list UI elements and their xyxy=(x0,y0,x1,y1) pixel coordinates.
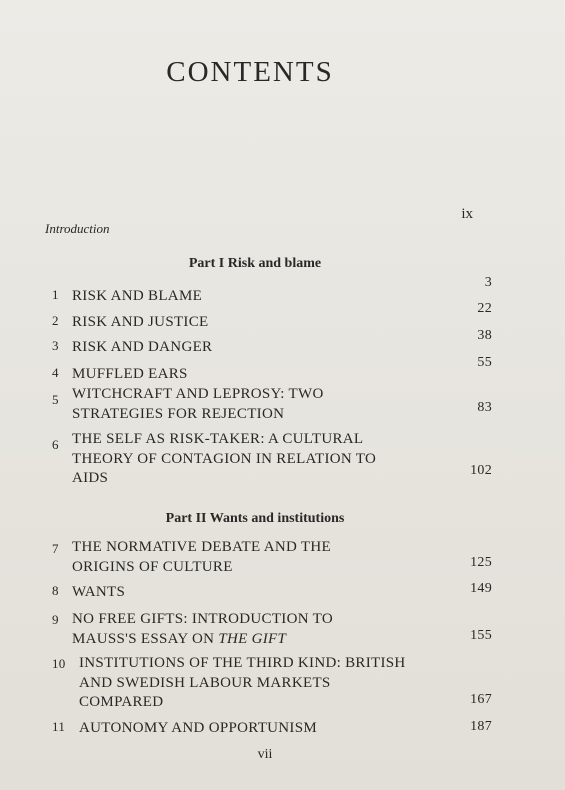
chapter-number: 8 xyxy=(52,583,59,598)
chapter-page: 155 xyxy=(470,628,492,643)
chapter-title: RISK AND DANGER xyxy=(72,339,213,355)
chapter-title: INSTITUTIONS OF THE THIRD KIND: BRITISH AND SWEDISH LABOUR MARKETS COMPARED xyxy=(79,655,406,710)
toc-entry-9 xyxy=(52,610,492,647)
chapter-number: 11 xyxy=(52,719,66,734)
chapter-page: 125 xyxy=(470,555,492,570)
chapter-page: 83 xyxy=(477,400,492,415)
part-heading-2: Part II Wants and institutions xyxy=(165,511,345,526)
chapter-title: WANTS xyxy=(72,584,126,600)
chapter-number: 10 xyxy=(52,656,66,671)
chapter-page: 38 xyxy=(477,328,492,343)
toc-entry-1 xyxy=(52,275,492,304)
chapter-title: AUTONOMY AND OPPORTUNISM xyxy=(79,720,317,736)
intro-page-number: ix xyxy=(461,206,473,222)
italic-book-title: THE GIFT xyxy=(218,630,287,647)
chapter-number: 5 xyxy=(52,392,59,407)
chapter-title: THE NORMATIVE DEBATE AND THE ORIGINS OF CULTURE xyxy=(72,539,331,575)
page-title: CONTENTS xyxy=(166,56,334,88)
chapter-page: 55 xyxy=(477,355,492,370)
chapter-title: RISK AND BLAME xyxy=(72,288,203,304)
chapter-title: WITCHCRAFT AND LEPROSY: TWO STRATEGIES FOR REJECTION xyxy=(72,386,324,422)
chapter-number: 9 xyxy=(52,612,59,627)
chapter-number: 4 xyxy=(52,365,59,380)
chapter-number: 6 xyxy=(52,437,59,452)
chapter-title: MUFFLED EARS xyxy=(72,366,188,382)
chapter-number: 2 xyxy=(52,313,59,328)
chapter-title: THE SELF AS RISK-TAKER: A CULTURAL THEORY OF CONTAGION IN RELATION TO AIDS xyxy=(72,431,377,486)
toc-entry-8 xyxy=(52,583,492,600)
chapter-page: 3 xyxy=(484,275,492,290)
toc-entry-7 xyxy=(52,538,492,575)
chapter-number: 1 xyxy=(52,287,59,302)
chapter-page: 149 xyxy=(470,581,492,596)
page-number-footer: vii xyxy=(257,747,273,762)
toc-entry-3 xyxy=(52,328,492,355)
part-heading-1: Part I Risk and blame xyxy=(188,256,322,271)
toc-entry-10 xyxy=(52,654,492,710)
toc-entry-4 xyxy=(52,355,492,382)
chapter-page: 22 xyxy=(477,301,492,316)
chapter-title: NO FREE GIFTS: INTRODUCTION TO MAUSS'S ESSAY ON THE GIFT xyxy=(72,611,333,647)
chapter-page: 167 xyxy=(470,692,492,707)
intro-label: Introduction xyxy=(45,221,110,236)
chapter-page: 187 xyxy=(470,719,492,734)
toc-entry-6 xyxy=(52,430,492,486)
bleed-through-text xyxy=(335,0,565,200)
chapter-number: 7 xyxy=(52,541,59,556)
chapter-number: 3 xyxy=(52,338,59,353)
toc-entry-11 xyxy=(52,719,492,736)
toc-entry-2 xyxy=(52,301,492,330)
chapter-title: RISK AND JUSTICE xyxy=(72,314,209,330)
chapter-page: 102 xyxy=(470,463,492,478)
toc-entry-5 xyxy=(52,385,492,422)
